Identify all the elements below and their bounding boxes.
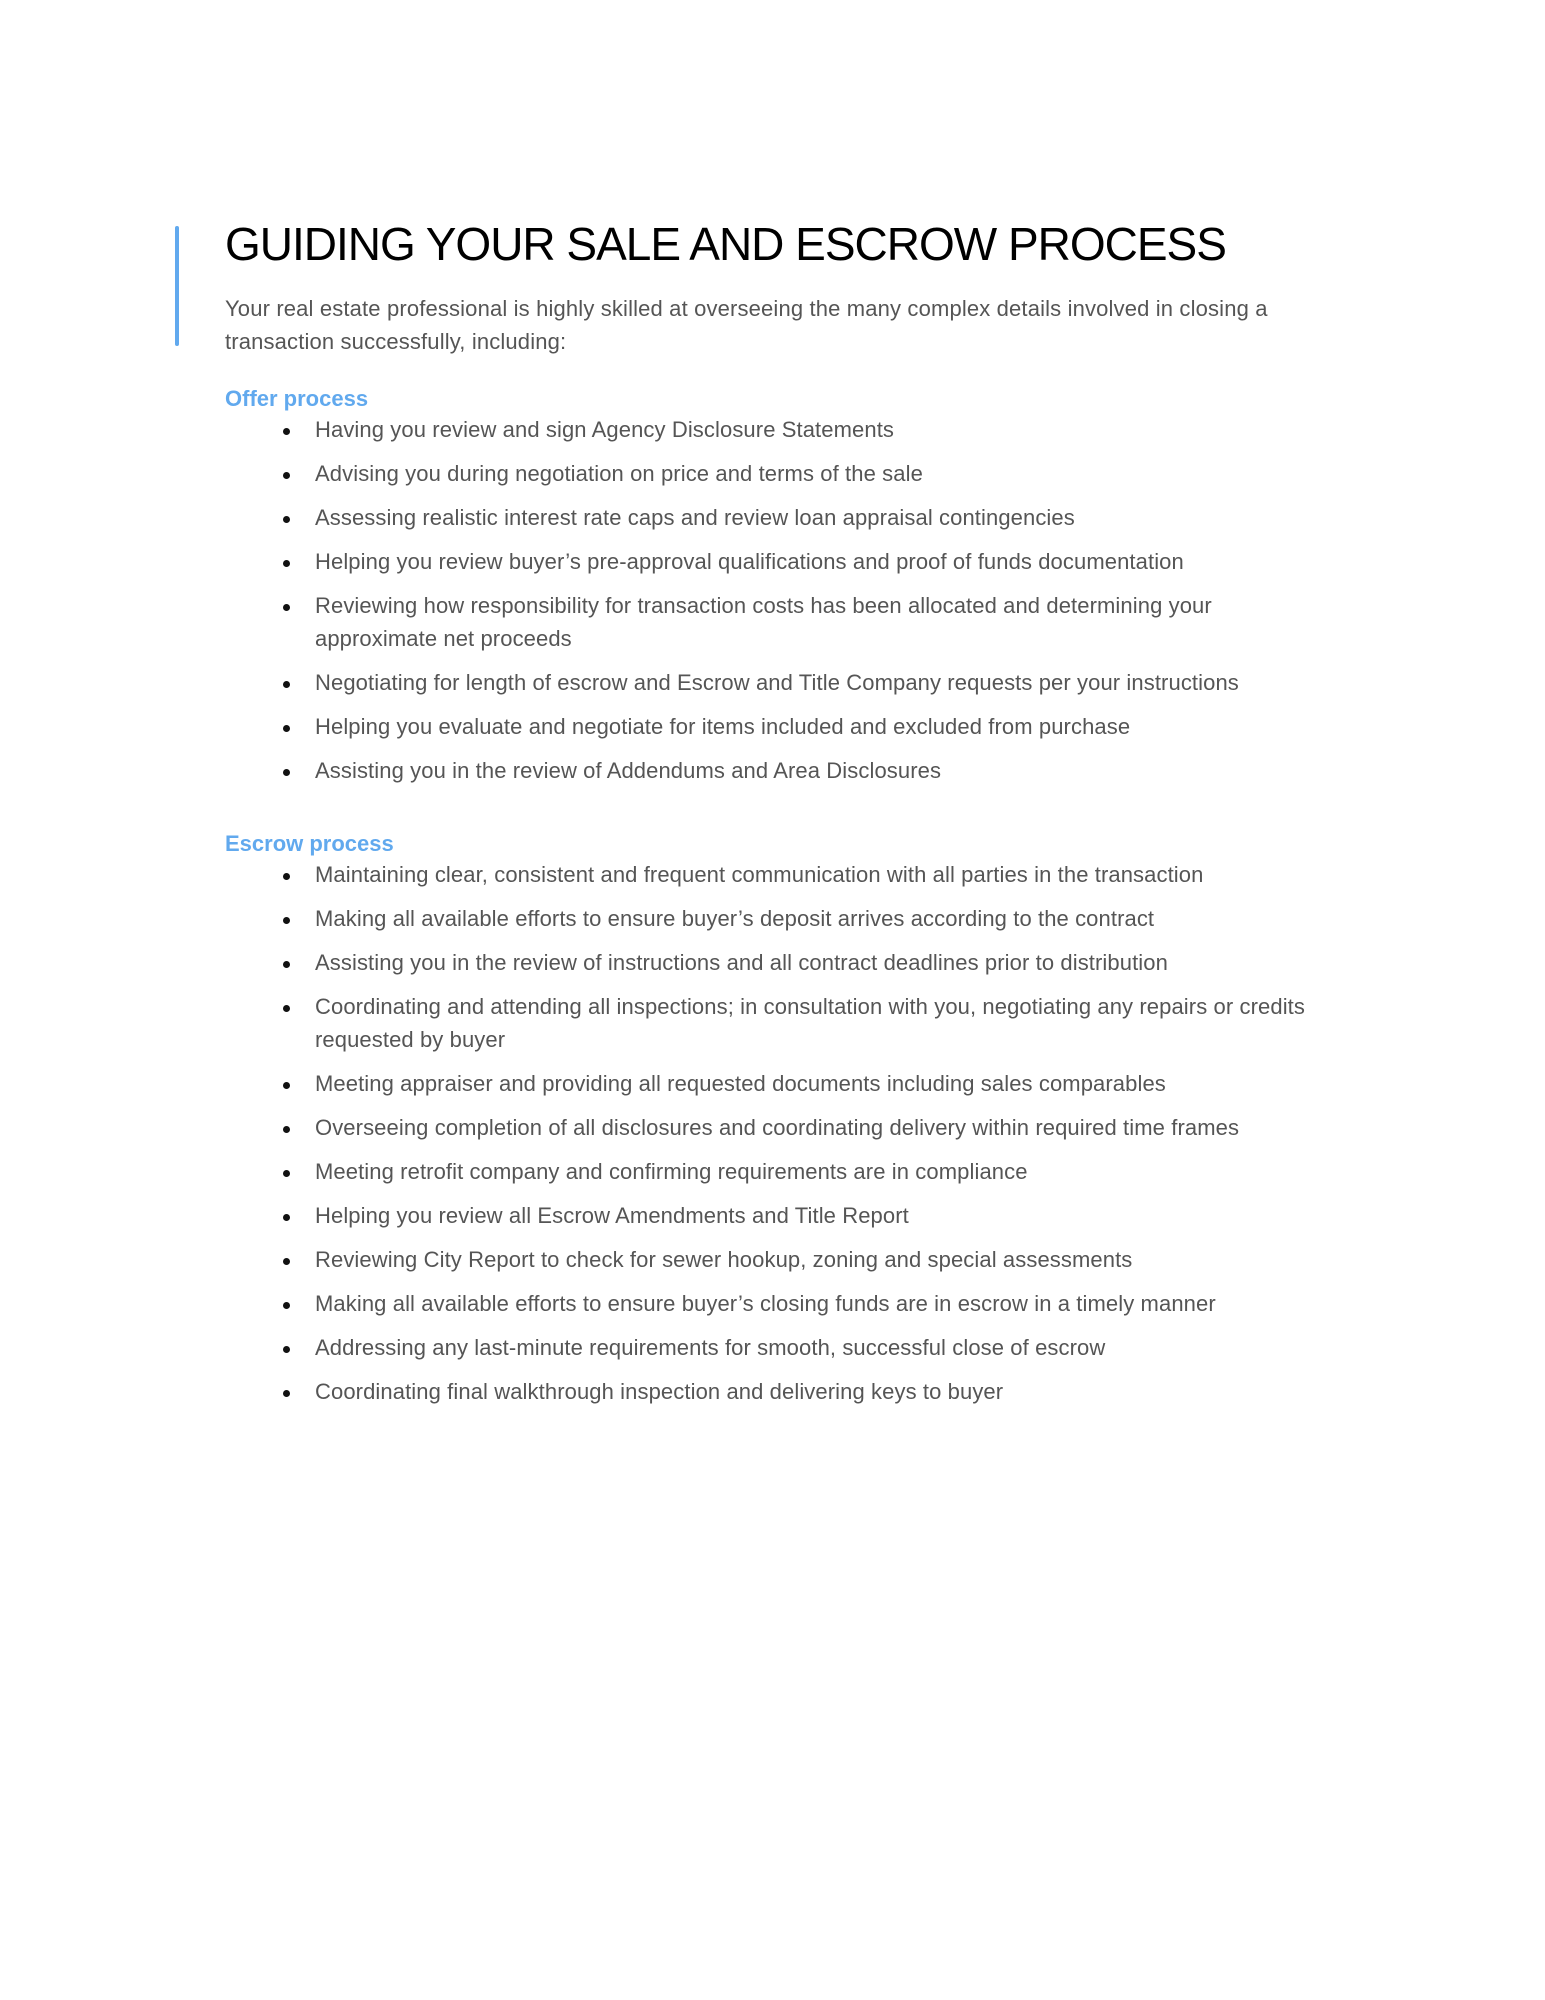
- list-item: [225, 457, 1325, 490]
- list-item-text: Making all available efforts to ensure buyer’s deposit arrives according to the contract: [315, 906, 1155, 931]
- list-item-text: Making all available efforts to ensure buyer’s closing funds are in escrow in a timely manner: [315, 1291, 1216, 1316]
- bullet-icon: [283, 873, 290, 880]
- list-item-text: Assisting you in the review of Addendums and Area Disclosures: [315, 758, 942, 783]
- list-item-text: Maintaining clear, consistent and frequent communication with all parties in the transaction: [315, 862, 1204, 887]
- offer-process-heading: Offer process: [225, 386, 369, 411]
- bullet-icon: [283, 961, 290, 968]
- list-item: [225, 1287, 1325, 1320]
- list-item: [225, 710, 1325, 743]
- intro-paragraph: Your real estate professional is highly skilled at overseeing the many complex details involved in closing a transaction successfully, including:: [225, 296, 1268, 354]
- list-item-text: Reviewing how responsibility for transaction costs has been allocated and determining your approximate net proceeds: [315, 593, 1212, 651]
- bullet-icon: [283, 1170, 290, 1177]
- bullet-icon: [283, 1258, 290, 1265]
- bullet-icon: [283, 1302, 290, 1309]
- escrow-process-section: [225, 830, 1325, 1419]
- list-item: [225, 858, 1325, 891]
- offer-process-section: [225, 385, 1325, 798]
- list-item-text: Helping you review buyer’s pre-approval qualifications and proof of funds documentation: [315, 549, 1184, 574]
- bullet-icon: [283, 1082, 290, 1089]
- list-item-text: Reviewing City Report to check for sewer hookup, zoning and special assessments: [315, 1247, 1133, 1272]
- bullet-icon: [283, 604, 290, 611]
- list-item-text: Meeting retrofit company and confirming requirements are in compliance: [315, 1159, 1028, 1184]
- list-item-text: Helping you review all Escrow Amendments and Title Report: [315, 1203, 909, 1228]
- bullet-icon: [283, 516, 290, 523]
- list-item: [225, 1111, 1325, 1144]
- bullet-icon: [283, 1005, 290, 1012]
- list-item: [225, 1067, 1325, 1100]
- bullet-icon: [283, 769, 290, 776]
- list-item-text: Assessing realistic interest rate caps and review loan appraisal contingencies: [315, 505, 1075, 530]
- list-item: [225, 501, 1325, 534]
- bullet-icon: [283, 1390, 290, 1397]
- escrow-process-heading: Escrow process: [225, 831, 394, 856]
- bullet-icon: [283, 681, 290, 688]
- list-item: [225, 545, 1325, 578]
- list-item-text: Coordinating and attending all inspections; in consultation with you, negotiating any repairs or credits requested by buyer: [315, 994, 1305, 1052]
- list-item: [225, 589, 1325, 655]
- accent-bar: [175, 226, 179, 346]
- bullet-icon: [283, 1126, 290, 1133]
- bullet-icon: [283, 428, 290, 435]
- list-item: [225, 1331, 1325, 1364]
- list-item: [225, 946, 1325, 979]
- list-item: [225, 1243, 1325, 1276]
- bullet-icon: [283, 917, 290, 924]
- list-item-text: Overseeing completion of all disclosures and coordinating delivery within required time frames: [315, 1115, 1240, 1140]
- list-item: [225, 1155, 1325, 1188]
- list-item-text: Meeting appraiser and providing all requested documents including sales comparables: [315, 1071, 1166, 1096]
- bullet-icon: [283, 472, 290, 479]
- bullet-icon: [283, 725, 290, 732]
- list-item: [225, 990, 1325, 1056]
- list-item-text: Coordinating final walkthrough inspection and delivering keys to buyer: [315, 1379, 1004, 1404]
- list-item: [225, 1199, 1325, 1232]
- list-item-text: Negotiating for length of escrow and Escrow and Title Company requests per your instructions: [315, 670, 1239, 695]
- list-item-text: Advising you during negotiation on price and terms of the sale: [315, 461, 923, 486]
- list-item: [225, 1375, 1325, 1408]
- bullet-icon: [283, 1214, 290, 1221]
- list-item-text: Helping you evaluate and negotiate for items included and excluded from purchase: [315, 714, 1131, 739]
- list-item-text: Having you review and sign Agency Disclosure Statements: [315, 417, 895, 442]
- list-item: [225, 413, 1325, 446]
- page-title: GUIDING YOUR SALE AND ESCROW PROCESS: [225, 218, 1226, 270]
- bullet-icon: [283, 1346, 290, 1353]
- list-item-text: Assisting you in the review of instructions and all contract deadlines prior to distribution: [315, 950, 1168, 975]
- list-item-text: Addressing any last-minute requirements for smooth, successful close of escrow: [315, 1335, 1106, 1360]
- list-item: [225, 754, 1325, 787]
- list-item: [225, 666, 1325, 699]
- escrow-process-list: [225, 858, 1325, 1408]
- bullet-icon: [283, 560, 290, 567]
- list-item: [225, 902, 1325, 935]
- offer-process-list: [225, 413, 1325, 787]
